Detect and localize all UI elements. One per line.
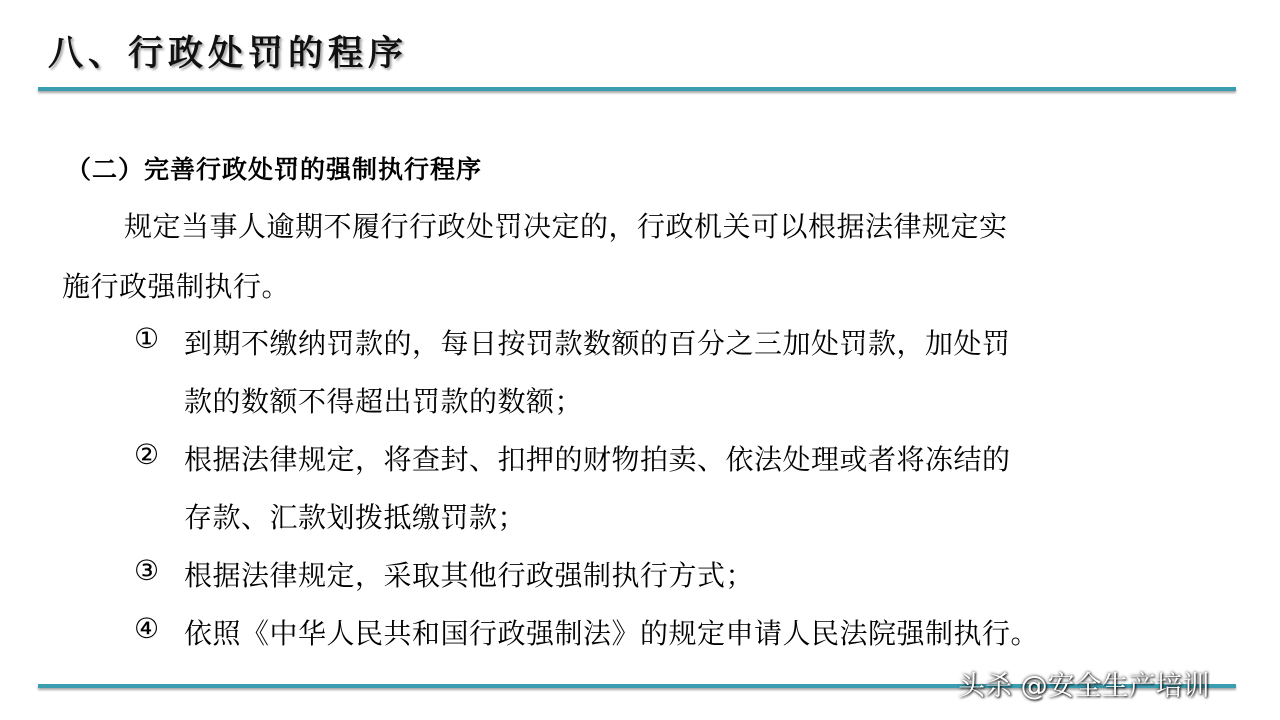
item-3-line-1: 根据法律规定，采取其他行政强制执行方式；: [184, 559, 755, 592]
item-4-line-1: 依照《中华人民共和国行政强制法》的规定申请人民法院强制执行。: [184, 617, 1040, 650]
slide-title: 八、行政处罚的程序: [48, 33, 409, 74]
item-2-line-1: 根据法律规定，将查封、扣押的财物拍卖、依法处理或者将冻结的: [184, 443, 1011, 476]
section-subheading: （二）完善行政处罚的强制执行程序: [66, 155, 483, 184]
item-2-marker: ②: [134, 438, 160, 471]
item-1-line-2: 款的数额不得超出罚款的数额；: [184, 385, 584, 418]
item-3-marker: ③: [134, 554, 160, 587]
item-1-line-1: 到期不缴纳罚款的，每日按罚款数额的百分之三加处罚款，加处罚: [184, 327, 1011, 360]
item-1-marker: ①: [134, 322, 160, 355]
item-2-line-2: 存款、汇款划拨抵缴罚款；: [184, 501, 527, 534]
item-4-marker: ④: [134, 612, 160, 645]
watermark: 头杀 @安全生产培训: [958, 671, 1210, 702]
intro-line-2: 施行政强制执行。: [62, 270, 291, 303]
title-divider: [38, 87, 1236, 91]
intro-line-1: 规定当事人逾期不履行行政处罚决定的，行政机关可以根据法律规定实: [124, 210, 1008, 243]
